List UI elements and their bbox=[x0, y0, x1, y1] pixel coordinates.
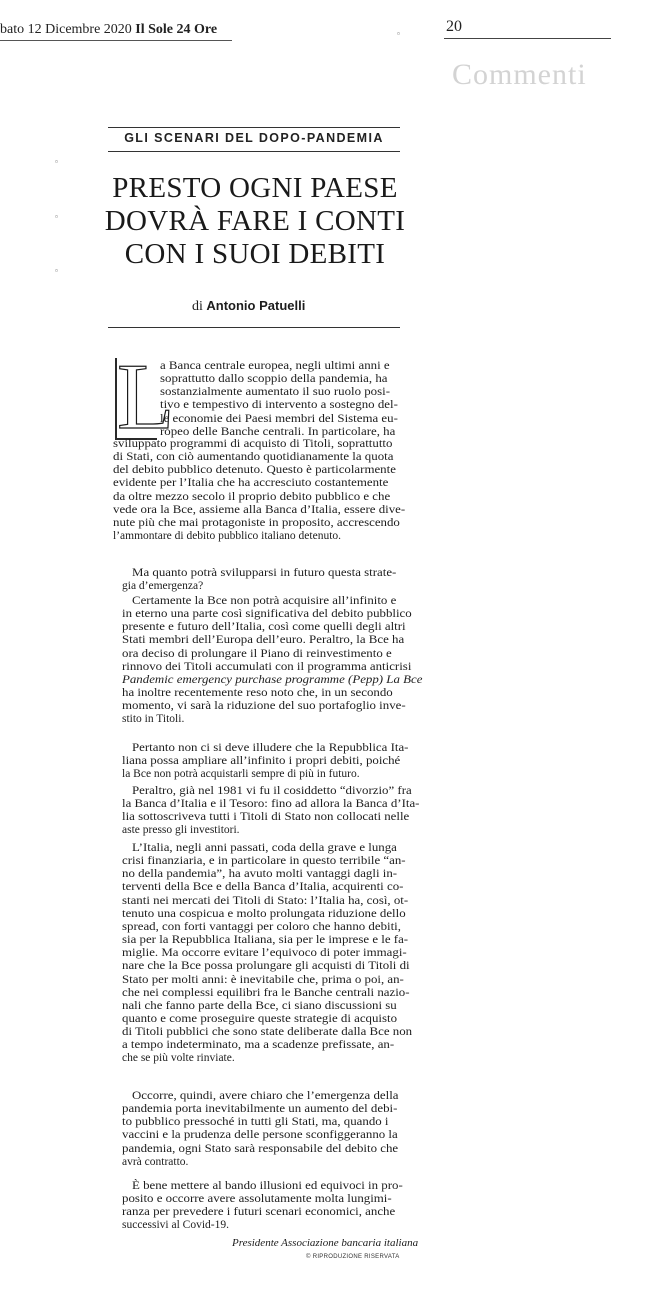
article-line: È bene mettere al bando illusioni ed equivoci in pro- bbox=[132, 1180, 403, 1192]
dropcap-letter: L bbox=[117, 345, 175, 449]
article-line: vede ora la Bce, assieme alla Banca d’Italia, essere dive- bbox=[113, 503, 406, 516]
registration-mark-icon: ▫ bbox=[397, 29, 400, 38]
article-line: presente e futuro dell’Italia, così come quelli degli altri bbox=[122, 621, 406, 634]
article-line: avrà contratto. bbox=[122, 1155, 189, 1168]
registration-mark-icon: ▫ bbox=[55, 157, 58, 166]
article-line: lia sottoscriveva tutti i Titoli di Stato non collocati nelle bbox=[122, 811, 410, 824]
article-line: da oltre mezzo secolo il proprio debito pubblico e che bbox=[113, 490, 391, 503]
article-line: vaccini e la prudenza delle persone sconfiggeranno la bbox=[122, 1129, 398, 1142]
article-line: ha inoltre recentemente reso noto che, in un secondo bbox=[122, 687, 393, 700]
article-line: Stati membri dell’Europa dell’euro. Peraltro, la Bce ha bbox=[122, 634, 405, 647]
article-line: rinnovo dei Titoli accumulati con il programma anticrisi bbox=[122, 660, 412, 673]
article-line: in eterno una parte così significativa del debito pubblico bbox=[122, 608, 412, 621]
registration-mark-icon: ▫ bbox=[55, 212, 58, 221]
article-line: nare che la Bce possa prolungare gli acquisti di Titoli di bbox=[122, 960, 410, 973]
article-line: che se più volte rinviate. bbox=[122, 1052, 235, 1065]
article-line: Ma quanto potrà svilupparsi in futuro questa strate- bbox=[132, 567, 397, 579]
article-line: evidente per l’Italia che ha accresciuto costantemente bbox=[113, 477, 389, 490]
article-line: Occorre, quindi, avere chiaro che l’emergenza della bbox=[132, 1090, 399, 1102]
article-line: a tempo indeterminato, ma a scadenze prefissate, an- bbox=[122, 1039, 395, 1052]
article-line: liana possa ampliare all’infinito i propri debiti, poiché bbox=[122, 755, 401, 768]
article-line: quanto e come proseguire queste strategie di acquisto bbox=[122, 1012, 398, 1025]
article-line: Certamente la Bce non potrà acquisire all’infinito e bbox=[132, 595, 397, 607]
article-line: che nei complessi equilibri fra le Banche centrali nazio- bbox=[122, 986, 410, 999]
article-line: di Titoli pubblici che sono state deliberate dalla Bce non bbox=[122, 1026, 413, 1039]
article-line: posito e occorre avere assolutamente molta lungimi- bbox=[122, 1193, 392, 1206]
byline-prefix: di bbox=[192, 299, 203, 314]
kicker-rule-top bbox=[108, 127, 400, 128]
header-rule-right bbox=[444, 38, 611, 39]
article-line: soprattutto dallo scoppio della pandemia, ha bbox=[160, 373, 388, 386]
page-number: 20 bbox=[446, 18, 462, 35]
article-line: pandemia porta inevitabilmente un aumento del debi- bbox=[122, 1103, 398, 1116]
article-line: crisi finanziaria, e in particolare in questo terribile “an- bbox=[122, 855, 406, 868]
article-line: l’ammontare di debito pubblico italiano detenuto. bbox=[113, 530, 342, 543]
copyright-notice: © RIPRODUZIONE RISERVATA bbox=[306, 1254, 400, 1260]
byline-author: Antonio Patuelli bbox=[206, 298, 306, 313]
header-date: bato 12 Dicembre 2020 bbox=[0, 22, 132, 37]
article-line: terventi della Bce e della Banca d’Italia, acquirenti co- bbox=[122, 881, 404, 894]
article-line: la Banca d’Italia e il Tesoro: fino ad allora la Banca d’Ita- bbox=[122, 798, 420, 811]
article-line: pandemia, ogni Stato sarà responsabile del debito che bbox=[122, 1142, 399, 1155]
byline-rule bbox=[108, 327, 400, 328]
header-brand: Il Sole 24 Ore bbox=[135, 22, 218, 37]
registration-mark-icon: ▫ bbox=[55, 266, 58, 275]
article-line: Stato per molti anni: è inevitabile che, prima o poi, an- bbox=[122, 973, 404, 986]
article-line: sia per la Repubblica Italiana, sia per le imprese e le fa- bbox=[122, 934, 409, 947]
byline bbox=[192, 298, 305, 315]
headline-line: CON I SUOI DEBITI bbox=[124, 238, 386, 270]
article-line: nute più che mai protagoniste in proposito, accrescendo bbox=[113, 516, 400, 529]
article-line: miglie. Ma occorre evitare l’equivoco di poter immagi- bbox=[122, 947, 407, 960]
article-line: ropeo delle Banche centrali. In particolare, ha bbox=[160, 425, 396, 438]
header-date-brand bbox=[0, 22, 217, 38]
article-line: tenuto una cospicua e molto prolungata riduzione dello bbox=[122, 907, 406, 920]
article-line: nali che fanno parte della Bce, ci siano discussioni su bbox=[122, 999, 397, 1012]
headline-line: PRESTO OGNI PAESE bbox=[112, 172, 398, 204]
author-signature: Presidente Associazione bancaria italiana bbox=[232, 1237, 419, 1249]
article-line: di Stati, con ciò aumentando quotidianamente la quota bbox=[113, 451, 394, 464]
kicker: GLI SCENARI DEL DOPO-PANDEMIA bbox=[124, 131, 384, 145]
article-line: Peraltro, già nel 1981 vi fu il cosiddetto “divorzio” fra bbox=[132, 785, 412, 797]
headline-line: DOVRÀ FARE I CONTI bbox=[104, 205, 406, 237]
kicker-rule-bottom bbox=[108, 151, 400, 152]
article-line: momento, vi sarà la riduzione del suo portafoglio inve- bbox=[122, 700, 406, 713]
article-line: tivo e tempestivo di intervento a sostegno del- bbox=[160, 399, 398, 412]
article-line: L’Italia, negli anni passati, coda della grave e lunga bbox=[132, 842, 397, 854]
article-line: del debito pubblico detenuto. Questo è particolarmente bbox=[113, 464, 396, 477]
article-line: Pertanto non ci si deve illudere che la Repubblica Ita- bbox=[132, 742, 409, 754]
article-line: a Banca centrale europea, negli ultimi anni e bbox=[160, 360, 390, 372]
article-line: gia d’emergenza? bbox=[122, 580, 204, 593]
article-line: la Bce non potrà acquistarli sempre di più in futuro. bbox=[122, 768, 360, 781]
article-line: to pubblico pressoché in tutti gli Stati, ma, quando i bbox=[122, 1116, 389, 1129]
article-line: Pandemic emergency purchase programme (Pepp) La Bce bbox=[122, 673, 423, 686]
article-line: no della pandemia”, ha avuto molti vantaggi dagli in- bbox=[122, 868, 398, 881]
article-line: stito in Titoli. bbox=[122, 713, 185, 726]
article-line: stanti nei mercati dei Titoli di Stato: l’Italia ha, così, ot- bbox=[122, 894, 409, 907]
article-line: successivi al Covid-19. bbox=[122, 1219, 229, 1232]
article-line: sostanzialmente aumentato il suo ruolo posi- bbox=[160, 386, 391, 399]
headline bbox=[95, 172, 415, 271]
article-line: sviluppato programmi di acquisto di Titoli, soprattutto bbox=[113, 438, 393, 450]
article-line: spread, con forti vantaggi per coloro che hanno debiti, bbox=[122, 920, 401, 933]
article-line: aste presso gli investitori. bbox=[122, 824, 240, 837]
article-line: ranza per prevedere i futuri scenari economici, anche bbox=[122, 1206, 396, 1219]
section-name: Commenti bbox=[452, 58, 587, 91]
header-rule-left bbox=[0, 40, 232, 41]
article-line: le economie dei Paesi membri del Sistema eu- bbox=[160, 412, 398, 425]
article-line: ora deciso di prolungare il Piano di reinvestimento e bbox=[122, 647, 392, 660]
